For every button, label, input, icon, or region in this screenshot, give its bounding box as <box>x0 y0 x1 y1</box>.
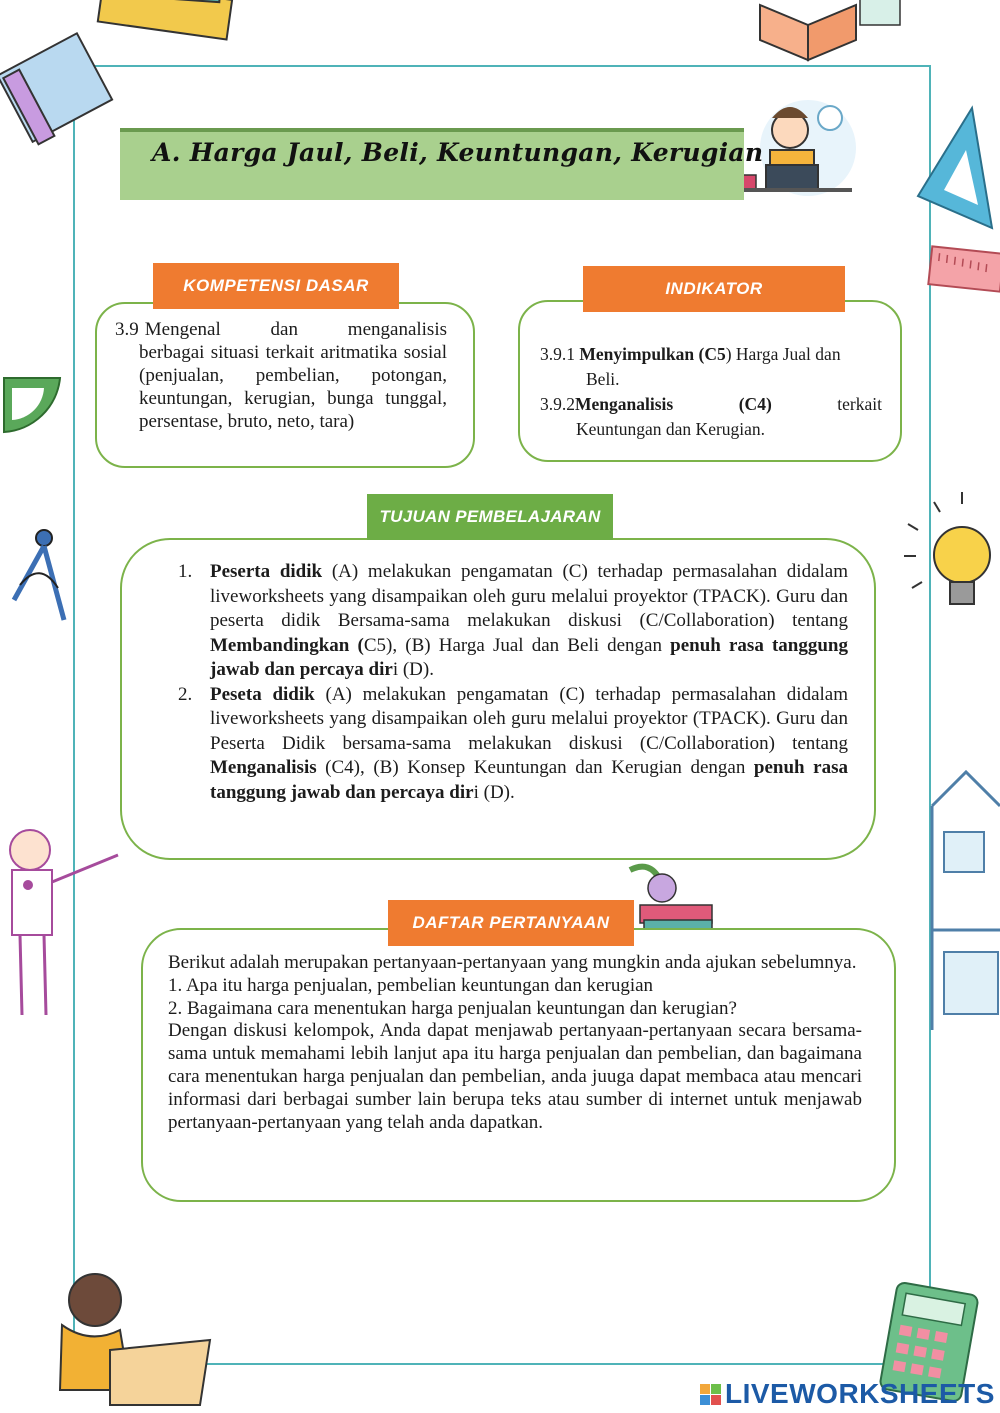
kompetensi-first-line-text: Mengenal dan menganalisis <box>144 319 447 340</box>
tujuan-1-text1: (A) melakukan pengamatan (C) terhadap permasalahan didalam liveworksheets yang disampaikan oleh guru melalui proyektor (TPACK). Guru dan peserta didik Bersama-sama melakukan diskusi (C/Collaboration) tentang <box>210 561 849 631</box>
tujuan-label: TUJUAN PEMBELAJARAN <box>367 494 613 540</box>
indikator-item-1-text: ) Harga Jual dan <box>725 344 841 364</box>
daftar-question-2: 2. Bagaimana cara menentukan harga penjualan keuntungan dan kerugian? <box>168 997 737 1019</box>
compass-icon <box>14 530 64 620</box>
list-item-number: 2. <box>178 683 193 705</box>
page-title: A. Harga Jaul, Beli, Keuntungan, Kerugian <box>152 138 764 167</box>
daftar-pertanyaan-label: DAFTAR PERTANYAAN <box>388 900 634 946</box>
list-item-body <box>210 560 848 683</box>
liveworksheets-brand-text: LIVEWORKSHEETS <box>725 1378 995 1409</box>
child-reading-icon <box>60 1274 210 1405</box>
kompetensi-dasar-text <box>115 318 447 433</box>
kompetensi-rest-text: berbagai situasi terkait aritmatika sosial (penjualan, pembelian, potongan, keuntungan, kerugian, bunga tunggal, persentase, bruto, neto, tara) <box>139 342 447 432</box>
ruler-icon <box>928 246 1000 291</box>
tujuan-list <box>178 560 848 805</box>
triangle-ruler-icon <box>918 108 992 228</box>
tujuan-2-bold2: Menganalisis <box>210 757 317 778</box>
indikator-item-2-number: 3.9.2 <box>540 394 575 414</box>
tujuan-2-bold3: penuh rasa tanggung jawab dan percaya dir <box>210 757 849 803</box>
daftar-question-1: 1. Apa itu harga penjualan, pembelian keuntungan dan kerugian <box>168 974 654 996</box>
kompetensi-number: 3.9 <box>115 319 139 340</box>
tujuan-2-bold1: Peseta didik <box>210 683 315 705</box>
girl-reading-books-icon <box>630 867 712 936</box>
books-stack-icon <box>98 0 232 40</box>
indikator-item-2 <box>540 392 882 417</box>
list-item-number: 1. <box>178 561 193 582</box>
indikator-item-2-cont: Keuntungan dan Kerugian. <box>576 419 766 439</box>
daftar-closing: Dengan diskusi kelompok, Anda dapat menjawab pertanyaan-pertanyaan secara bersama-sama untuk memahami lebih lanjut apa itu harga penjualan dan pembelian, dan bagaimana cara menentukan harga penjualan dan pembelian, anda juuga dapat membaca atau mencari informasi dari berbagai sumber lain berupa teks atau sumber di internet untuk menjawab pertanyaan-pertanyaan yang telah anda dapatkan. <box>168 1020 862 1133</box>
house-icon <box>932 772 1000 1030</box>
tujuan-1-bold1: Peserta didik <box>210 561 323 582</box>
daftar-intro: Berikut adalah merupakan pertanyaan-pertanyaan yang mungkin anda ajukan sebelumnya. <box>168 952 857 973</box>
indikator-label: INDIKATOR <box>583 266 845 312</box>
indikator-item-1 <box>540 342 882 367</box>
light-bulb-icon <box>904 492 990 604</box>
protractor-icon <box>4 378 60 432</box>
kompetensi-first-line <box>115 318 447 341</box>
indikator-item-2-bold: Menganalisis <box>575 394 674 414</box>
tujuan-2-text2: (C4), (B) Konsep Keuntungan dan Kerugian dengan <box>316 757 754 778</box>
indikator-item-2-bold2: (C4) <box>738 394 772 414</box>
list-item <box>178 683 848 806</box>
tujuan-1-text3: i (D). <box>392 659 434 680</box>
tujuan-1-bold2: Membandingkan ( <box>210 634 364 656</box>
indikator-item-1-number: 3.9.1 <box>540 344 575 364</box>
indikator-item-1-cont: Beli. <box>586 369 620 389</box>
indikator-item-2-text: terkait <box>837 394 882 414</box>
daftar-pertanyaan-text <box>168 952 862 1134</box>
liveworksheets-logo-icon <box>700 1384 721 1405</box>
notebook-icon <box>0 33 112 144</box>
indikator-item-1-bold: Menyimpulkan (C5 <box>579 344 726 364</box>
open-book-icon <box>760 0 900 60</box>
tujuan-2-text3: i (D). <box>473 781 515 803</box>
list-item <box>178 560 848 683</box>
tujuan-2-text1: (A) melakukan pengamatan (C) terhadap permasalahan didalam liveworksheets yang disampaikan oleh guru melalui proyektor (TPACK). Guru dan Peserta Didik bersama-sama melakukan diskusi (C/Collaboration) tentang <box>210 683 849 754</box>
girl-figure-icon <box>10 830 118 1015</box>
tujuan-1-bold3: penuh rasa tanggung jawab dan percaya dir <box>210 634 848 680</box>
indikator-text <box>540 342 882 442</box>
kompetensi-dasar-label: KOMPETENSI DASAR <box>153 263 399 309</box>
list-item-body <box>210 683 848 806</box>
liveworksheets-brand <box>700 1378 995 1410</box>
tujuan-1-text2: C5), (B) Harga Jual dan Beli dengan <box>363 634 671 656</box>
